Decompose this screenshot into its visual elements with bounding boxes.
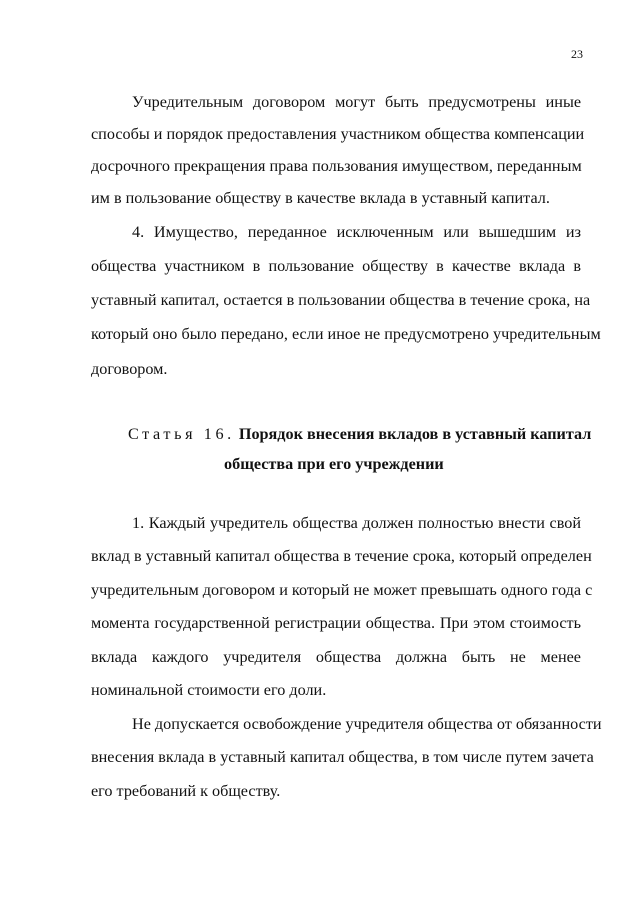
text-line: досрочного прекращения права пользования имуществом, переданным <box>91 157 582 175</box>
text-line: вклада каждого учредителя общества должна быть не менее <box>91 648 581 666</box>
text-line: вклад в уставный капитал общества в течение срока, который определен <box>91 547 592 565</box>
text-line: способы и порядок предоставления участником общества компенсации <box>91 125 585 143</box>
article-title: Порядок внесения вкладов в уставный капитал <box>238 425 592 443</box>
text-line: общества участником в пользование обществу в качестве вклада в <box>91 257 581 275</box>
article-title-continued: общества при его учреждении <box>224 455 444 473</box>
text-line: уставный капитал, остается в пользовании общества в течение срока, на <box>91 291 591 309</box>
text-line: учредительным договором и который не может превышать одного года с <box>91 581 593 599</box>
text-line: 1. Каждый учредитель общества должен полностью внести свой <box>132 514 581 532</box>
text-line: им в пользование обществу в качестве вклада в уставный капитал. <box>91 189 550 207</box>
text-line: Учредительным договором могут быть предусмотрены иные <box>132 93 581 111</box>
text-line: внесения вклада в уставный капитал общества, в том числе путем зачета <box>91 748 594 766</box>
article-label: Статья 16. <box>128 425 235 443</box>
text-line: его требований к обществу. <box>91 782 281 800</box>
page-number: 23 <box>571 47 583 61</box>
text-line: момента государственной регистрации общества. При этом стоимость <box>91 614 581 632</box>
text-line: Не допускается освобождение учредителя общества от обязанности <box>132 715 602 733</box>
text-line: 4. Имущество, переданное исключенным или вышедшим из <box>132 223 581 241</box>
text-line: договором. <box>91 360 168 378</box>
text-line: который оно было передано, если иное не предусмотрено учредительным <box>91 325 601 343</box>
text-line: номинальной стоимости его доли. <box>91 681 327 699</box>
